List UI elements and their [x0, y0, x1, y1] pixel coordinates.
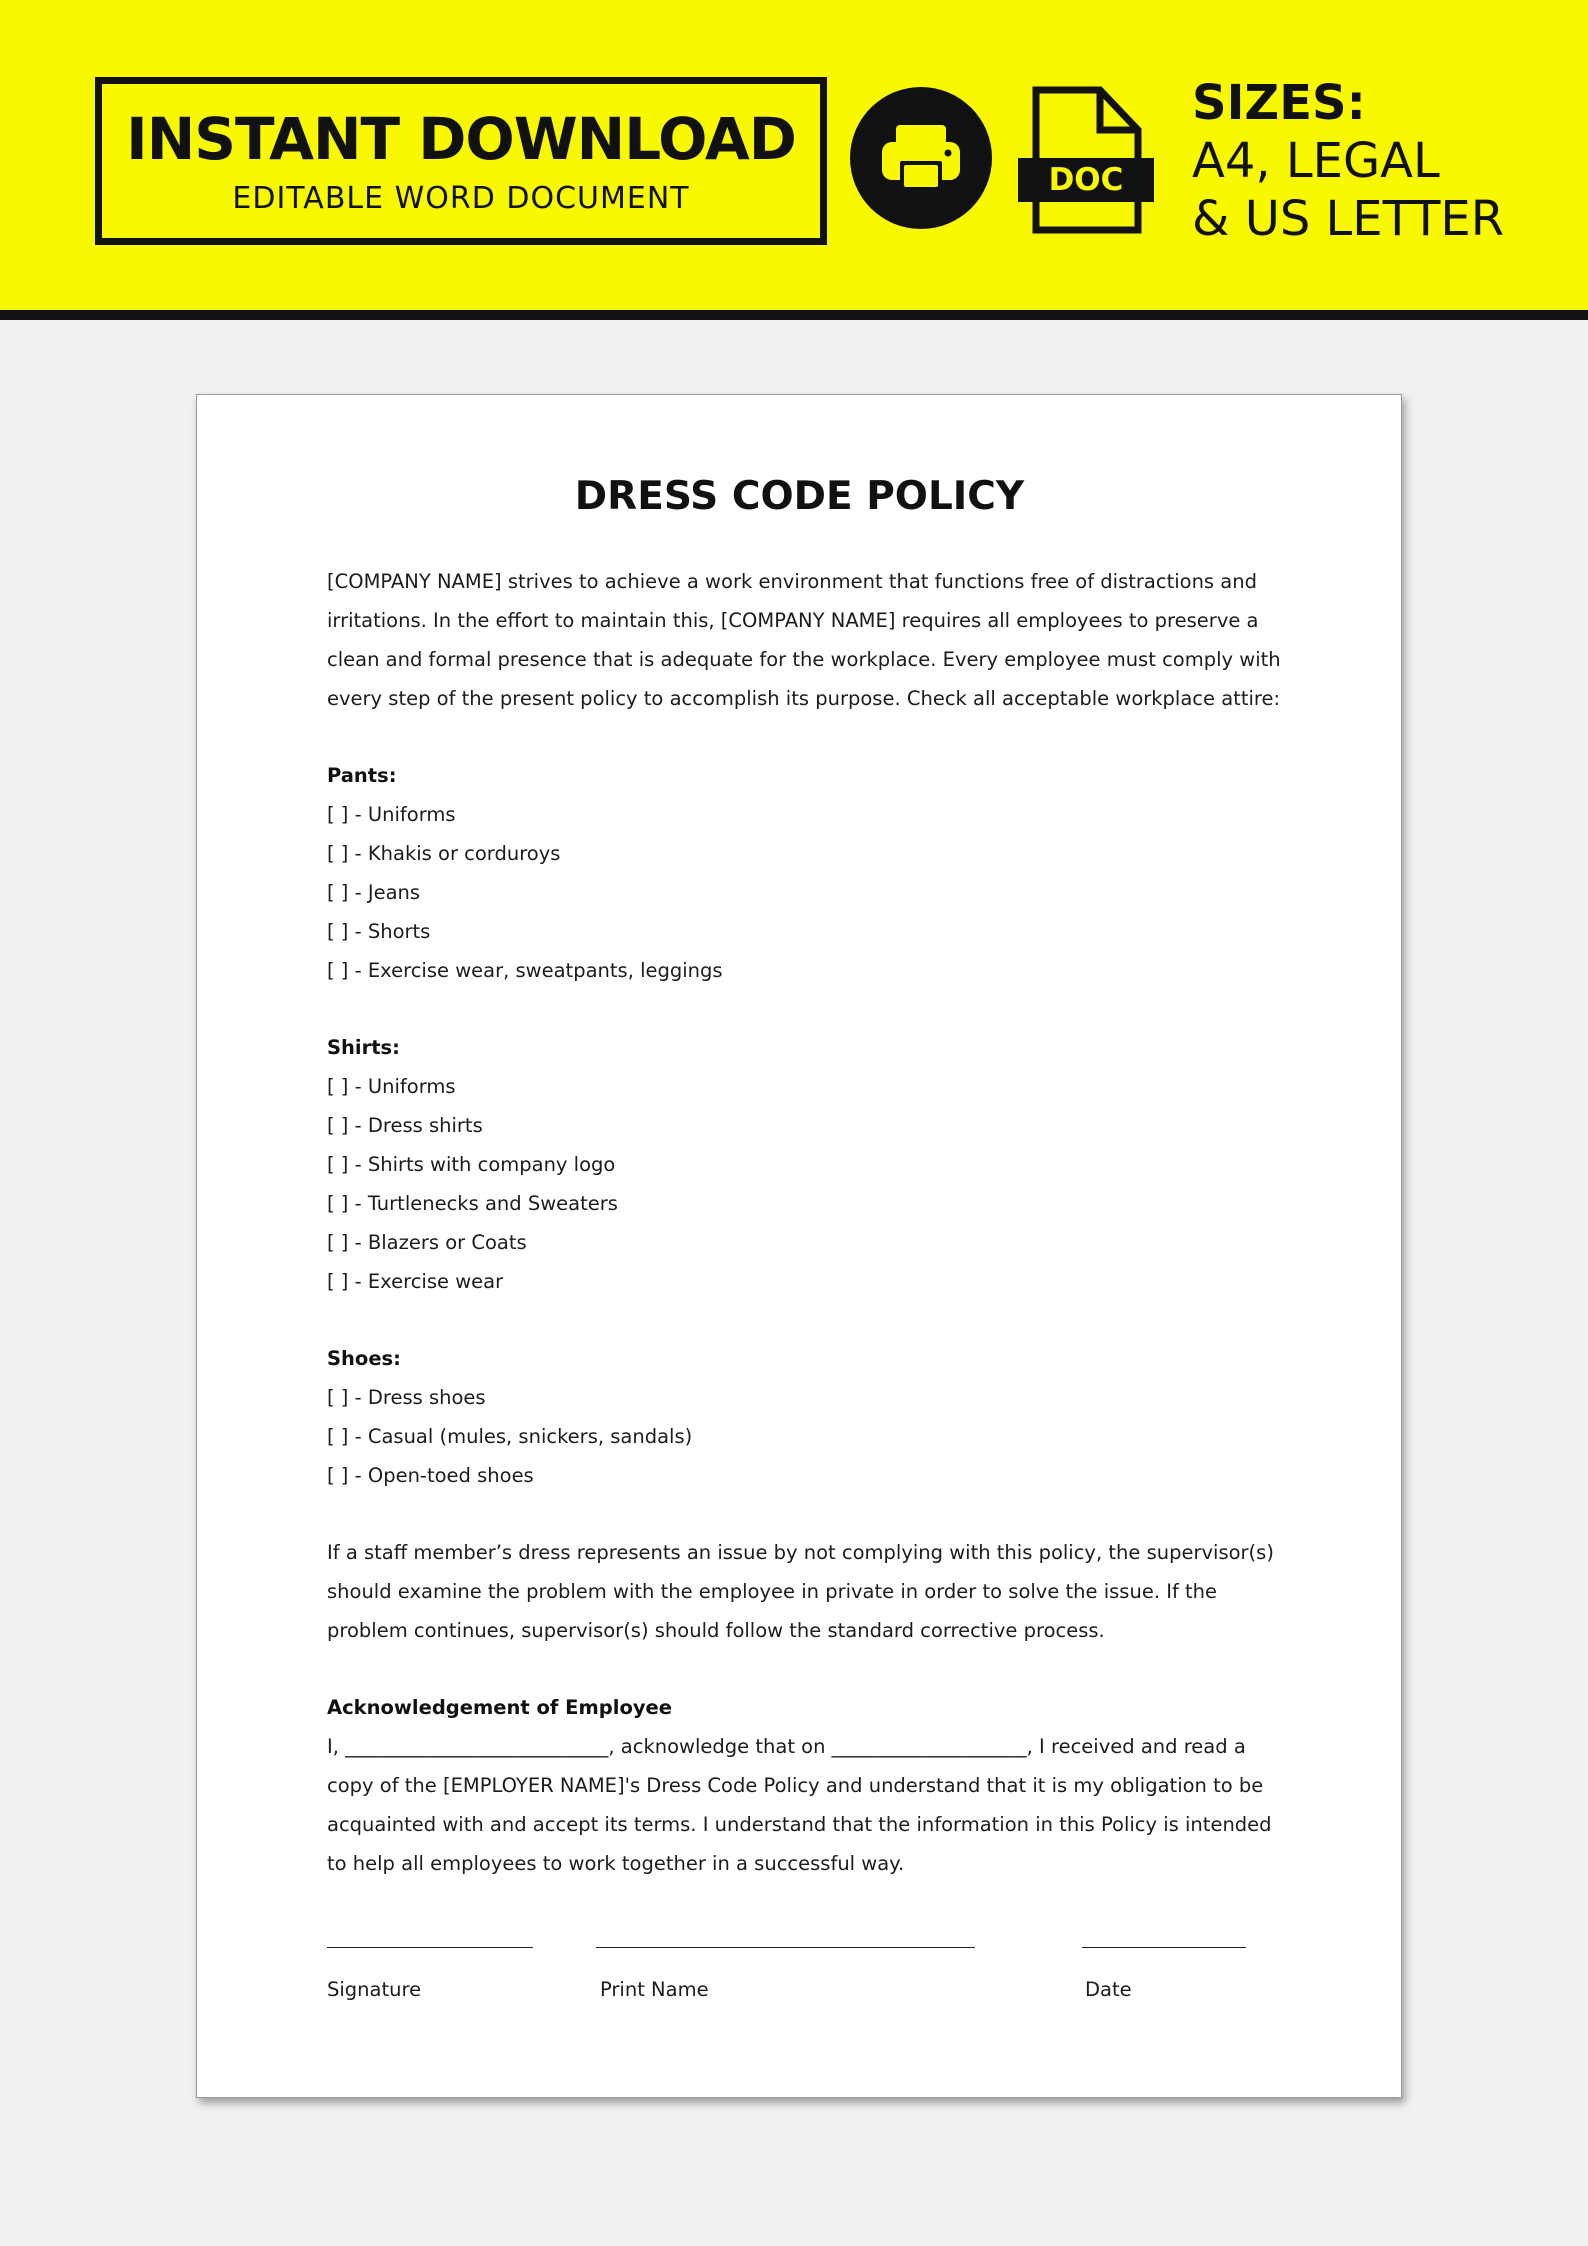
- print-name-label: Print Name: [600, 1978, 709, 2001]
- shirts-heading: Shirts:: [327, 1036, 400, 1059]
- issue-paragraph-line: If a staff member’s dress represents an issue by not complying with this policy, the supervisor(s): [327, 1541, 1274, 1564]
- issue-paragraph-line: problem continues, supervisor(s) should follow the standard corrective process.: [327, 1619, 1105, 1642]
- shoes-heading: Shoes:: [327, 1347, 401, 1370]
- date-line: [1082, 1947, 1246, 1948]
- intro-line: every step of the present policy to accomplish its purpose. Check all acceptable workplace attire:: [327, 687, 1281, 710]
- acknowledgement-line: I, ___________________________, acknowledge that on ____________________, I received and read a: [327, 1735, 1246, 1758]
- pants-heading: Pants:: [327, 764, 397, 787]
- intro-line: clean and formal presence that is adequate for the workplace. Every employee must comply with: [327, 648, 1281, 671]
- checklist-item: [ ] - Jeans: [327, 881, 421, 904]
- document-page: [196, 394, 1402, 2098]
- intro-line: [COMPANY NAME] strives to achieve a work environment that functions free of distractions and: [327, 570, 1257, 593]
- checklist-item: [ ] - Exercise wear, sweatpants, leggings: [327, 959, 723, 982]
- printer-icon: [850, 87, 992, 229]
- promo-banner: [0, 0, 1588, 310]
- acknowledgement-line: copy of the [EMPLOYER NAME]'s Dress Code Policy and understand that it is my obligation to be: [327, 1774, 1264, 1797]
- instant-download-box: [95, 77, 827, 245]
- checklist-item: [ ] - Uniforms: [327, 1075, 456, 1098]
- checklist-item: [ ] - Dress shirts: [327, 1114, 483, 1137]
- sizes-line-1: A4, LEGAL: [1192, 133, 1440, 189]
- checklist-item: [ ] - Shirts with company logo: [327, 1153, 616, 1176]
- date-label: Date: [1085, 1978, 1132, 2001]
- editable-word-subtitle: EDITABLE WORD DOCUMENT: [232, 181, 690, 216]
- intro-line: irritations. In the effort to maintain this, [COMPANY NAME] requires all employees to preserve a: [327, 609, 1259, 632]
- checklist-item: [ ] - Uniforms: [327, 803, 456, 826]
- sizes-block: [1192, 74, 1504, 248]
- banner-divider: [0, 310, 1588, 320]
- instant-download-title: INSTANT DOWNLOAD: [126, 105, 796, 173]
- acknowledgement-line: acquainted with and accept its terms. I understand that the information in this Policy is intended: [327, 1813, 1272, 1836]
- checklist-item: [ ] - Turtlenecks and Sweaters: [327, 1192, 618, 1215]
- checklist-item: [ ] - Khakis or corduroys: [327, 842, 561, 865]
- signature-label: Signature: [327, 1978, 422, 2001]
- doc-file-icon: [1018, 86, 1154, 234]
- checklist-item: [ ] - Shorts: [327, 920, 431, 943]
- acknowledgement-heading: Acknowledgement of Employee: [327, 1696, 673, 1719]
- signature-line: [327, 1947, 533, 1948]
- checklist-item: [ ] - Open-toed shoes: [327, 1464, 534, 1487]
- sizes-line-2: & US LETTER: [1192, 191, 1505, 247]
- sizes-title: SIZES:: [1192, 75, 1366, 131]
- checklist-item: [ ] - Dress shoes: [327, 1386, 486, 1409]
- print-name-line: [596, 1947, 975, 1948]
- issue-paragraph-line: should examine the problem with the employee in private in order to solve the issue. If the: [327, 1580, 1218, 1603]
- checklist-item: [ ] - Casual (mules, snickers, sandals): [327, 1425, 693, 1448]
- page-title: DRESS CODE POLICY: [574, 474, 1025, 519]
- doc-label: DOC: [1048, 162, 1124, 198]
- acknowledgement-line: to help all employees to work together in a successful way.: [327, 1852, 905, 1875]
- checklist-item: [ ] - Blazers or Coats: [327, 1231, 527, 1254]
- checklist-item: [ ] - Exercise wear: [327, 1270, 504, 1293]
